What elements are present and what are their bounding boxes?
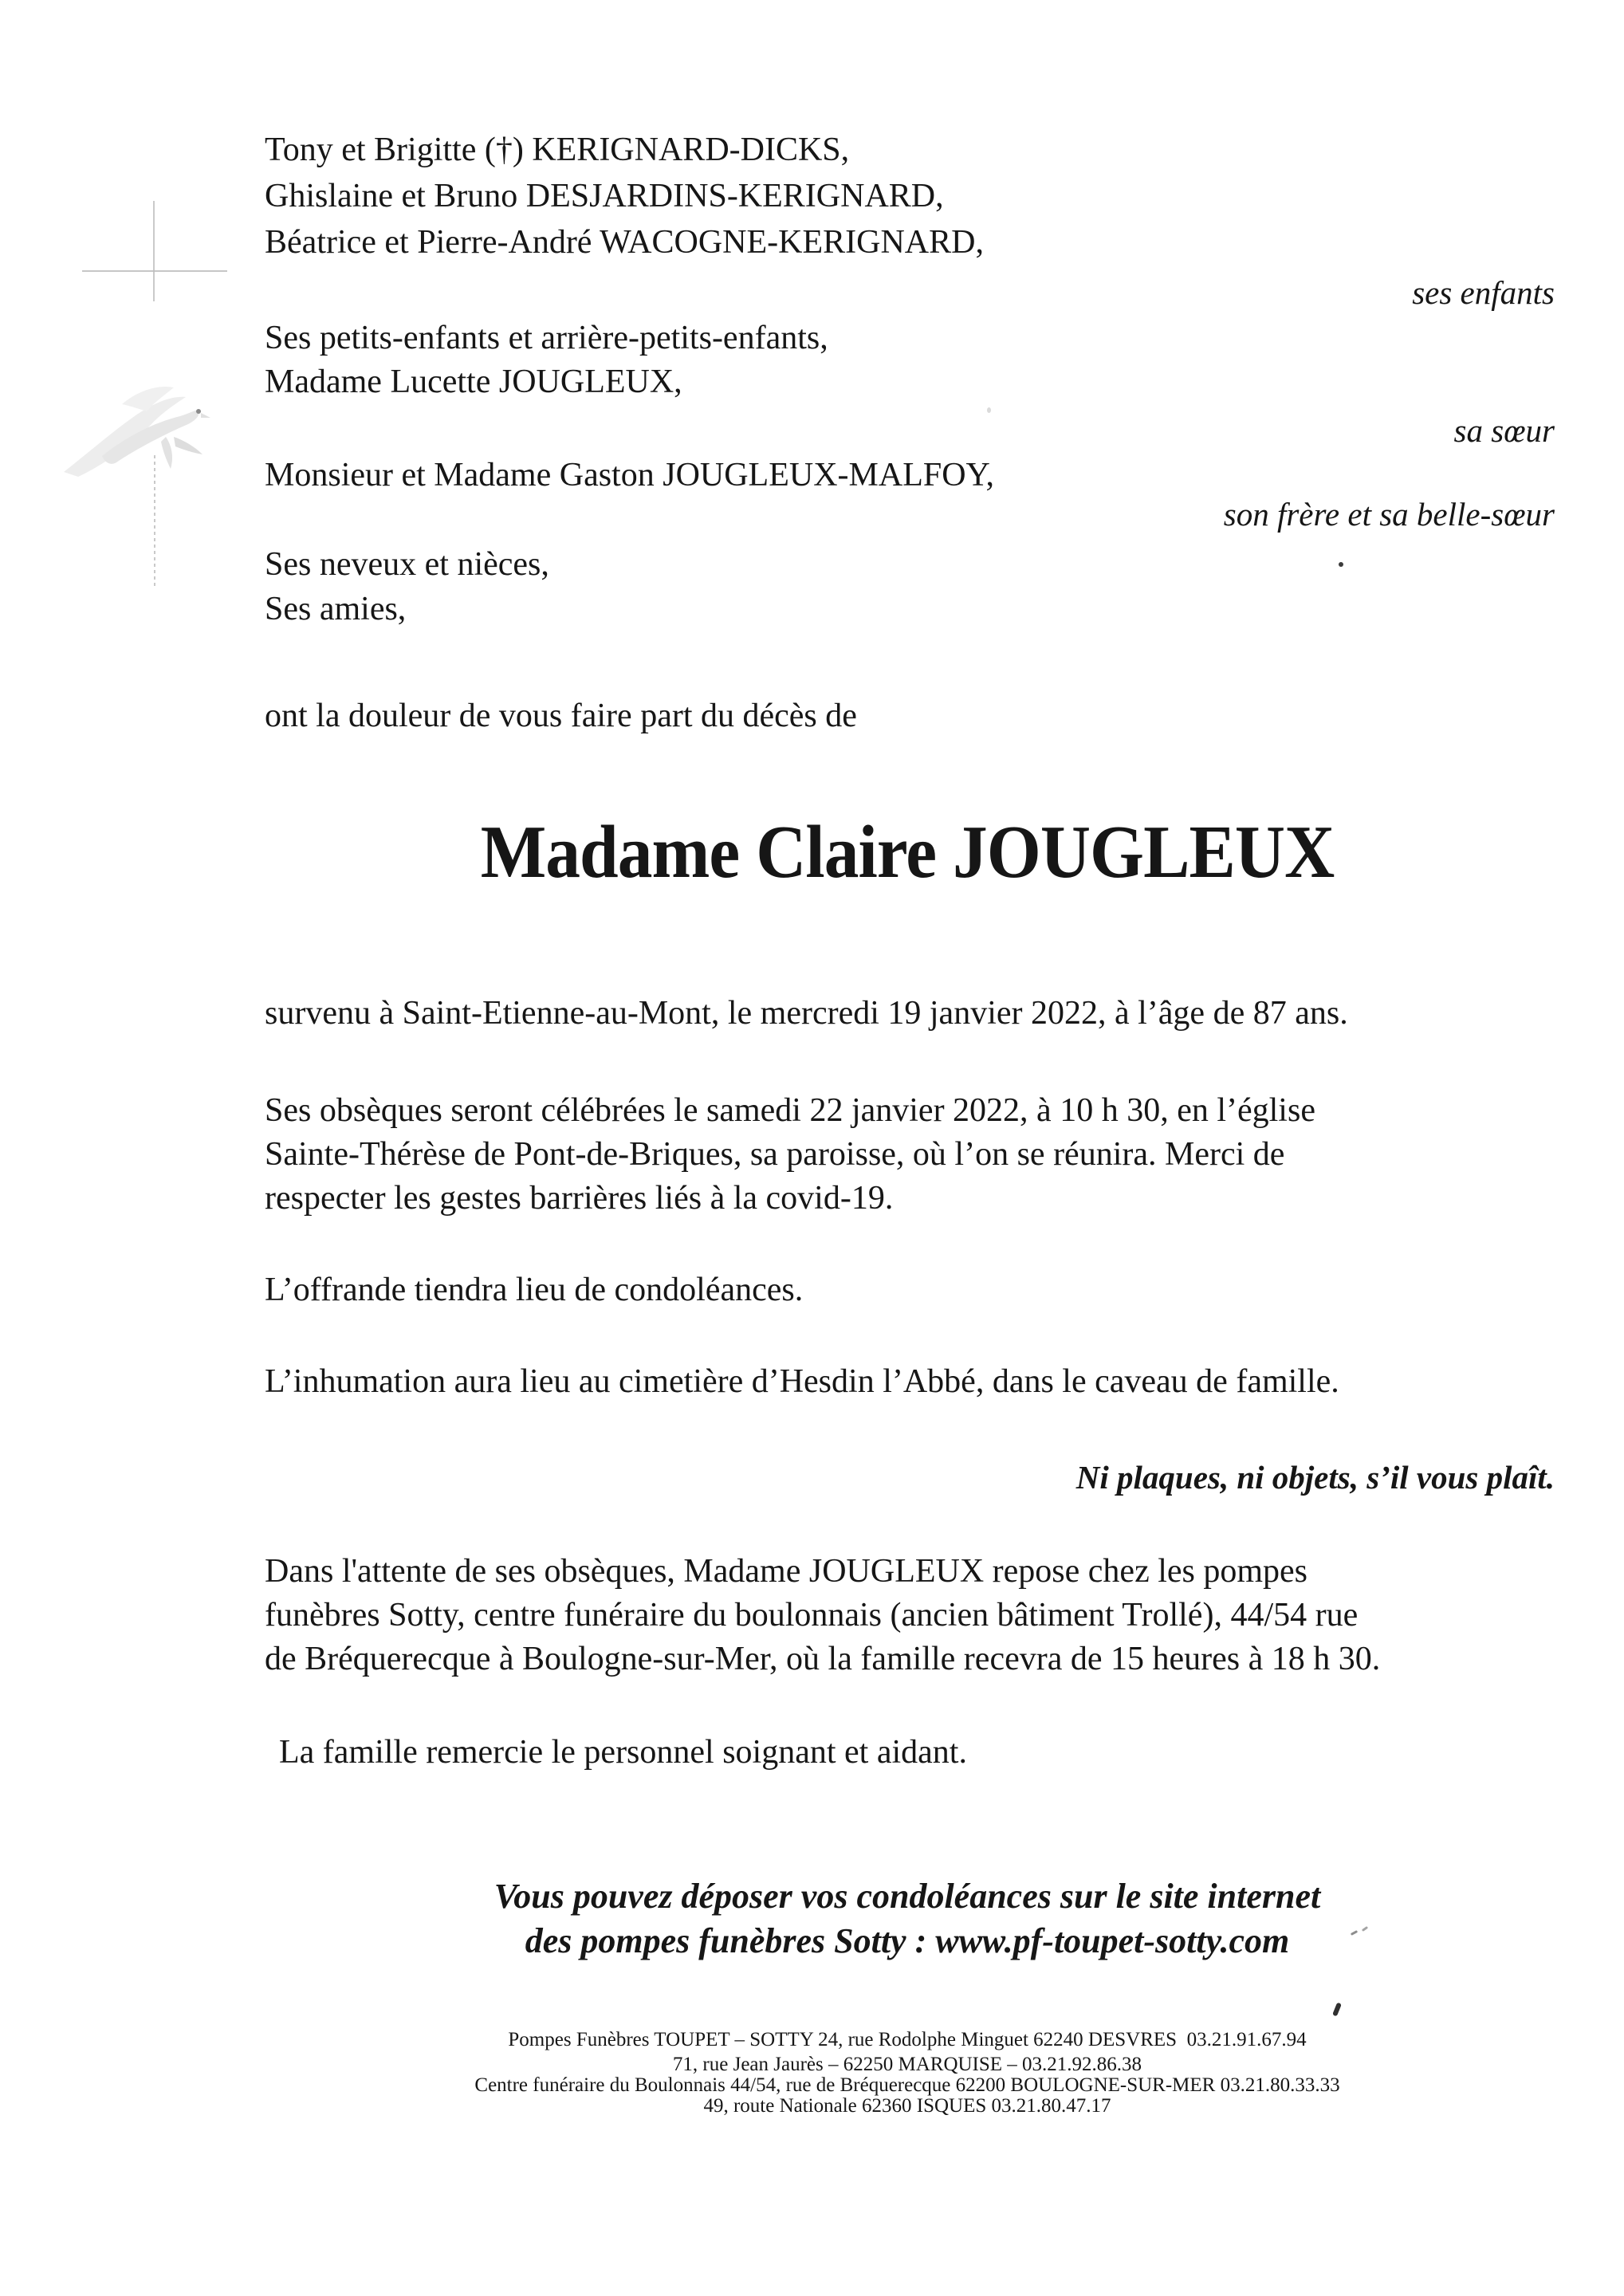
family-nephews-line: Ses neveux et nièces, xyxy=(265,546,549,583)
funeral-line-1: Ses obsèques seront célébrées le samedi 22 janvier 2022, à 10 h 30, en l’église xyxy=(265,1092,1315,1129)
crop-mark-vertical xyxy=(153,201,155,301)
family-children-line-1: Tony et Brigitte (†) KERIGNARD-DICKS, xyxy=(265,132,850,168)
family-brother-line: Monsieur et Madame Gaston JOUGLEUX-MALFOY, xyxy=(265,457,994,493)
funeral-line-3: respecter les gestes barrières liés à la covid-19. xyxy=(265,1180,894,1217)
scan-speck xyxy=(1339,562,1343,567)
family-friends-line: Ses amies, xyxy=(265,591,407,627)
repose-line-2: funèbres Sotty, centre funéraire du boulonnais (ancien bâtiment Trollé), 44/54 rue xyxy=(265,1597,1359,1634)
burial-line: L’inhumation aura lieu au cimetière d’Hesdin l’Abbé, dans le caveau de famille. xyxy=(265,1363,1339,1400)
condolences-line-2: des pompes funèbres Sotty : www.pf-toupet-sotty.com xyxy=(525,1921,1290,1960)
footer-line-1: Pompes Funèbres TOUPET – SOTTY 24, rue Rodolphe Minguet 62240 DESVRES 03.21.91.67.94 xyxy=(508,2029,1307,2050)
family-sister-line: Madame Lucette JOUGLEUX, xyxy=(265,364,682,400)
relation-label-brother: son frère et sa belle-sœur xyxy=(1223,496,1555,533)
deceased-name: Madame Claire JOUGLEUX xyxy=(480,811,1335,894)
funeral-line-2: Sainte-Thérèse de Pont-de-Briques, sa paroisse, où l’on se réunira. Merci de xyxy=(265,1136,1285,1173)
repose-line-1: Dans l'attente de ses obsèques, Madame JOUGLEUX repose chez les pompes xyxy=(265,1553,1308,1590)
crop-mark-horizontal xyxy=(82,270,227,272)
footer-line-4: 49, route Nationale 62360 ISQUES 03.21.80.47.17 xyxy=(703,2095,1111,2117)
footer-line-2: 71, rue Jean Jaurès – 62250 MARQUISE – 03.21.92.86.38 xyxy=(672,2054,1142,2075)
relation-label-sister: sa sœur xyxy=(1453,412,1555,449)
death-line: survenu à Saint-Etienne-au-Mont, le mercredi 19 janvier 2022, à l’âge de 87 ans. xyxy=(265,995,1348,1032)
family-grandchildren-line: Ses petits-enfants et arrière-petits-enfants, xyxy=(265,320,828,356)
repose-line-3: de Bréquerecque à Boulogne-sur-Mer, où la famille recevra de 15 heures à 18 h 30. xyxy=(265,1641,1381,1677)
family-children-line-2: Ghislaine et Bruno DESJARDINS-KERIGNARD, xyxy=(265,178,944,214)
intro-line: ont la douleur de vous faire part du décès de xyxy=(265,698,857,734)
scan-speck xyxy=(987,407,991,413)
no-plaques-line: Ni plaques, ni objets, s’il vous plaît. xyxy=(1075,1459,1555,1496)
relation-label-children: ses enfants xyxy=(1412,274,1555,311)
scan-speck xyxy=(1332,2002,1342,2016)
thanks-line: La famille remercie le personnel soignant et aidant. xyxy=(279,1734,967,1771)
offering-line: L’offrande tiendra lieu de condoléances. xyxy=(265,1272,804,1308)
condolences-line-1: Vous pouvez déposer vos condoléances sur le site internet xyxy=(493,1877,1321,1916)
family-children-line-3: Béatrice et Pierre-André WACOGNE-KERIGNARD, xyxy=(265,224,984,261)
footer-line-3: Centre funéraire du Boulonnais 44/54, rue de Bréquerecque 62200 BOULOGNE-SUR-MER 03.21.80.33.33 xyxy=(474,2074,1340,2096)
dove-watermark-icon xyxy=(54,360,218,492)
